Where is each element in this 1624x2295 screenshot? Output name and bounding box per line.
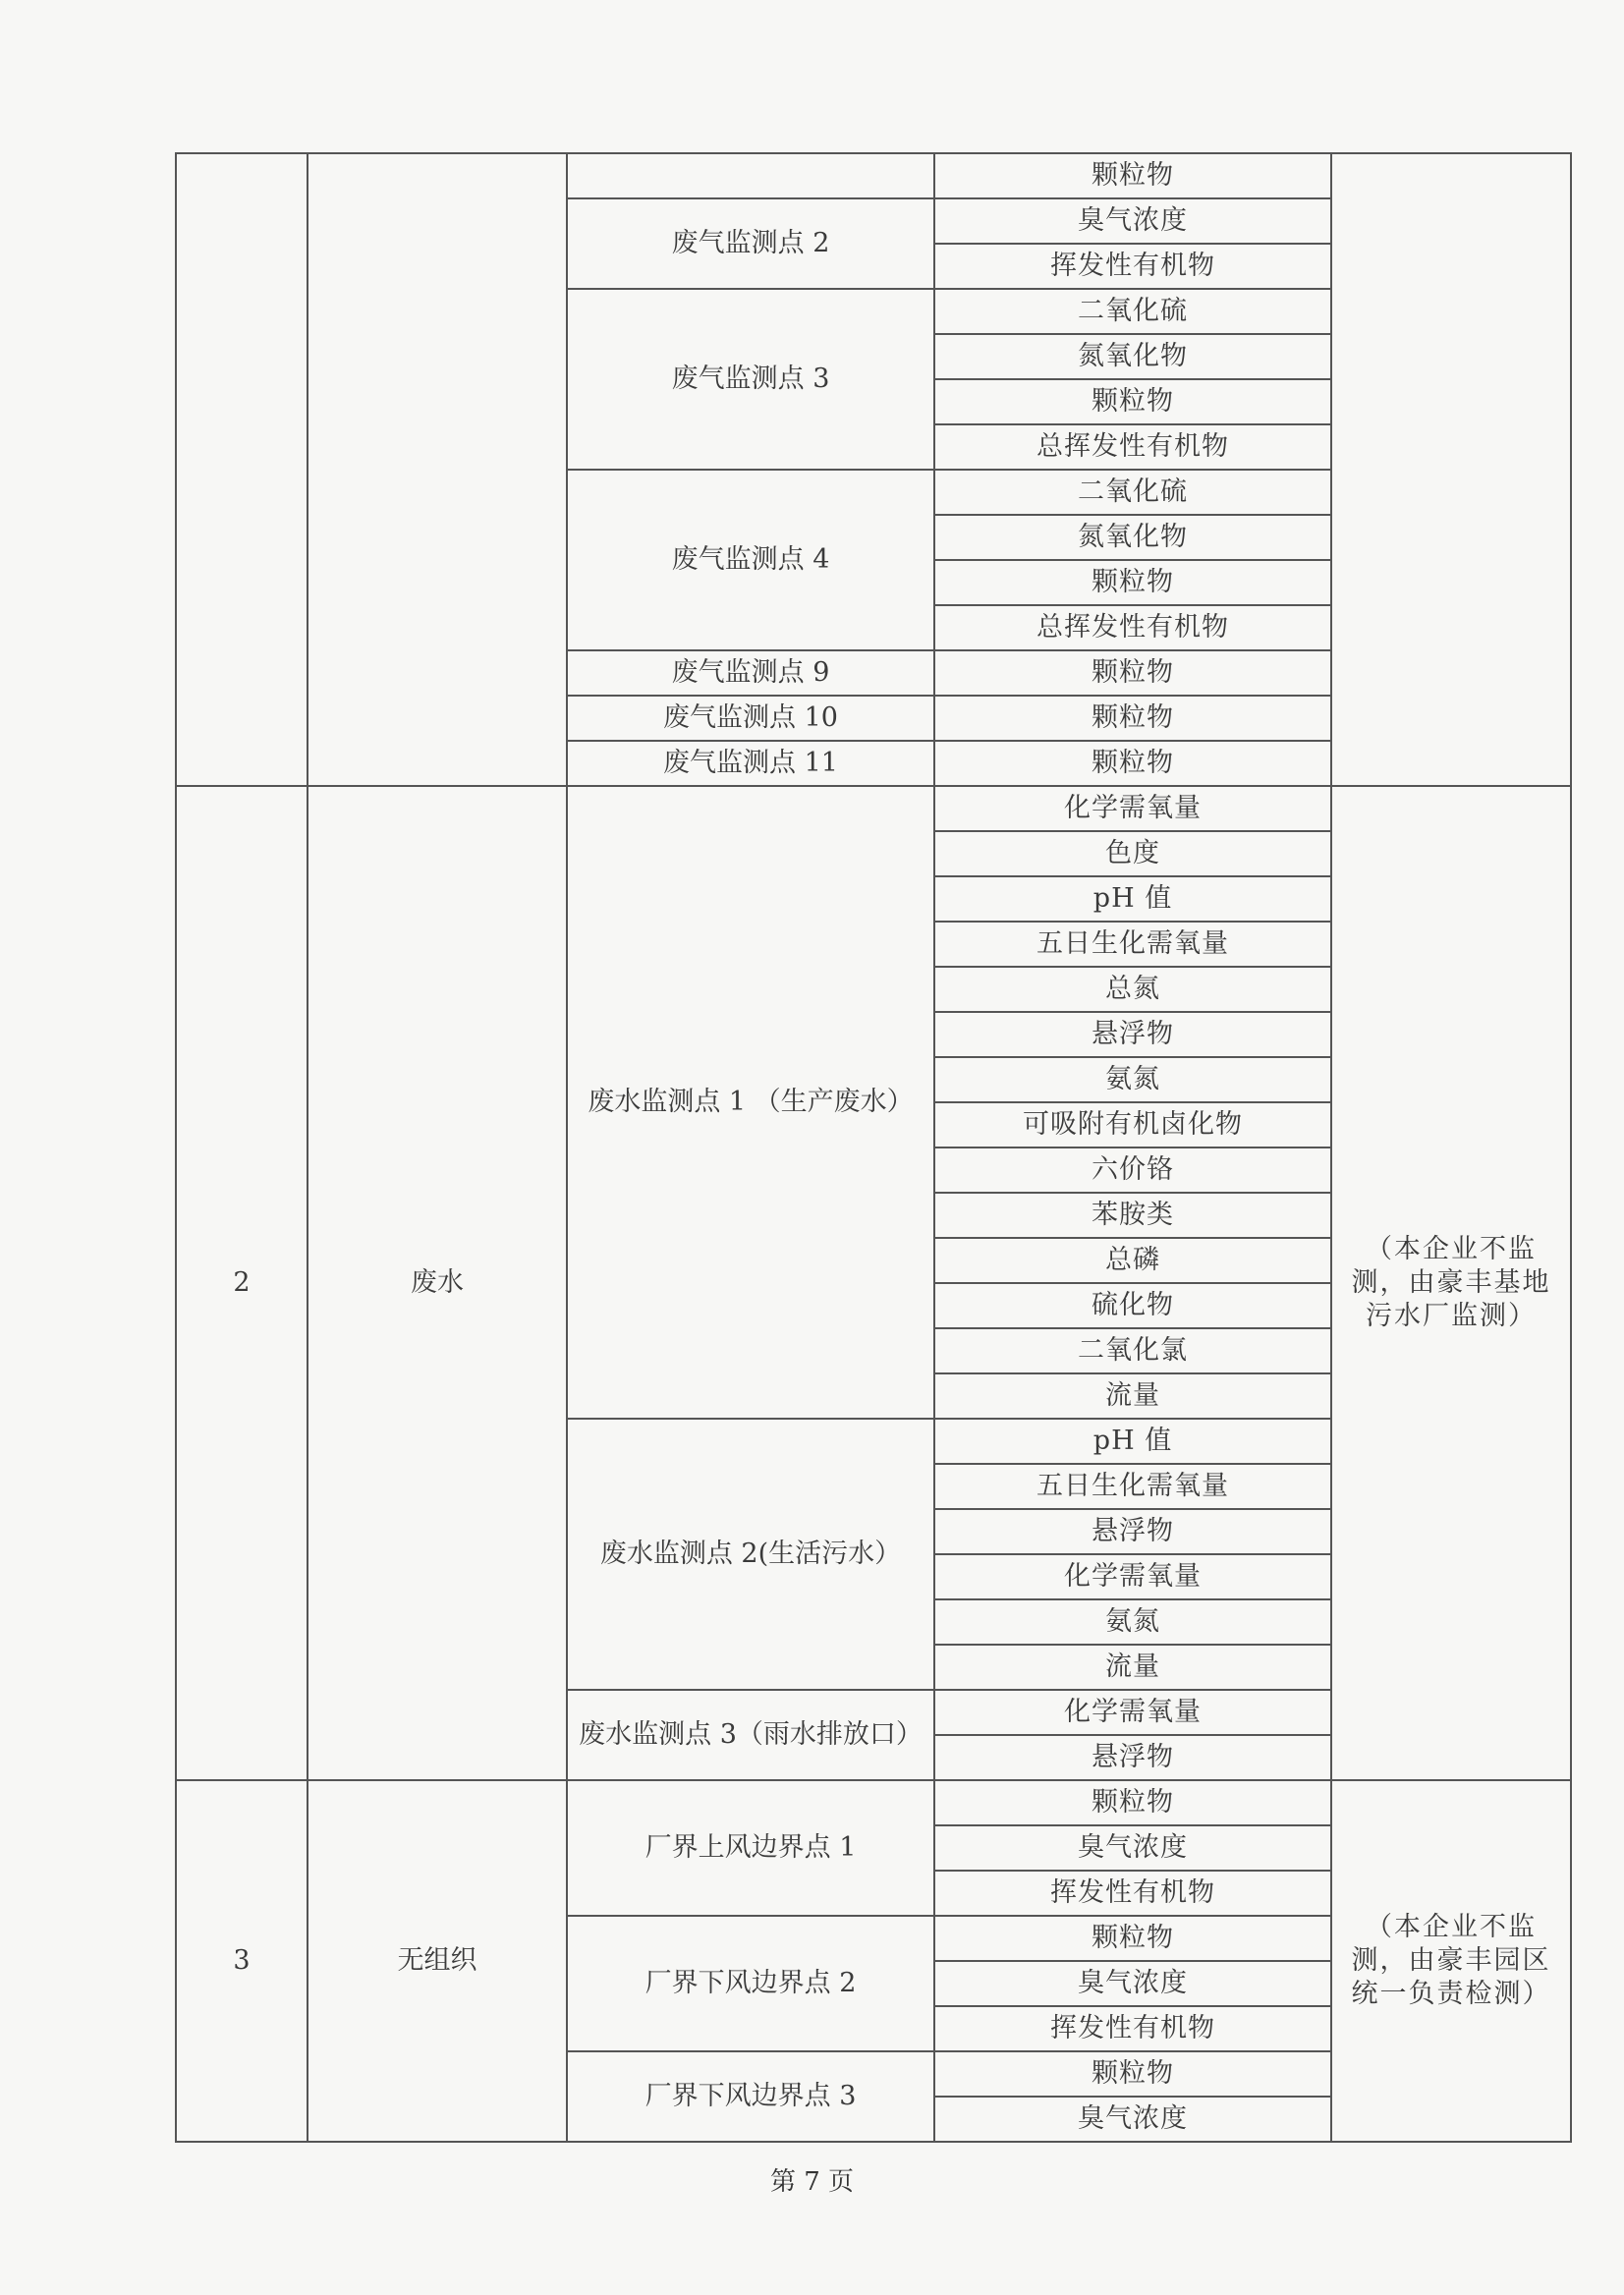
monitoring-point-cell: 废气监测点 3 <box>567 289 934 470</box>
monitoring-point-name: 厂界下风边界点 3 <box>567 2051 934 2142</box>
monitoring-item: 化学需氧量 <box>934 1554 1331 1599</box>
monitoring-item: 臭气浓度 <box>934 1961 1331 2006</box>
section-number: 2 <box>176 786 308 1780</box>
table-row <box>176 153 1571 198</box>
monitoring-item-cell: 颗粒物 <box>934 560 1331 605</box>
monitoring-point-cell: 废气监测点 4 <box>567 470 934 650</box>
monitoring-item: 臭气浓度 <box>934 2097 1331 2142</box>
monitoring-point-name: 厂界上风边界点 1 <box>567 1780 934 1916</box>
monitoring-point-name: 废水监测点 3（雨水排放口） <box>567 1690 934 1780</box>
monitoring-note: （本企业不监测，由豪丰基地污水厂监测） <box>1331 786 1571 1780</box>
monitoring-item-cell: 颗粒物 <box>934 650 1331 696</box>
monitoring-note: （本企业不监测，由豪丰园区统一负责检测） <box>1331 1780 1571 2142</box>
monitoring-point-cell: 废气监测点 2 <box>567 198 934 289</box>
monitoring-item: 总磷 <box>934 1238 1331 1283</box>
page-number: 第 7 页 <box>769 2167 855 2197</box>
monitoring-table <box>175 152 1572 2143</box>
monitoring-item-cell: 二氧化硫 <box>934 289 1331 334</box>
monitoring-item: 颗粒物 <box>934 1780 1331 1825</box>
monitoring-item-cell: 总挥发性有机物 <box>934 424 1331 470</box>
pollutant-type-cell <box>308 153 567 786</box>
monitoring-point-name: 厂界下风边界点 2 <box>567 1916 934 2051</box>
monitoring-item-cell: 颗粒物 <box>934 153 1331 198</box>
monitoring-item: 氨氮 <box>934 1057 1331 1102</box>
monitoring-item: 总氮 <box>934 967 1331 1012</box>
monitoring-item: 流量 <box>934 1373 1331 1419</box>
monitoring-point-cell: 废气监测点 11 <box>567 741 934 786</box>
pollutant-type: 废水 <box>308 786 567 1780</box>
monitoring-item-cell: 臭气浓度 <box>934 198 1331 244</box>
monitoring-item-cell: 氮氧化物 <box>934 515 1331 560</box>
monitoring-point-cell <box>567 153 934 198</box>
section-number: 3 <box>176 1780 308 2142</box>
monitoring-item: 颗粒物 <box>934 1916 1331 1961</box>
monitoring-item: 硫化物 <box>934 1283 1331 1328</box>
monitoring-item-cell: 氮氧化物 <box>934 334 1331 379</box>
monitoring-item: pH 值 <box>934 1419 1331 1464</box>
monitoring-table-body <box>176 153 1571 2142</box>
monitoring-item-cell: 颗粒物 <box>934 379 1331 424</box>
monitoring-item: 二氧化氯 <box>934 1328 1331 1373</box>
monitoring-item-cell: 颗粒物 <box>934 696 1331 741</box>
section-number-cell <box>176 153 308 786</box>
monitoring-item: 悬浮物 <box>934 1735 1331 1780</box>
monitoring-item: 五日生化需氧量 <box>934 922 1331 967</box>
monitoring-item-cell: 颗粒物 <box>934 741 1331 786</box>
monitoring-point-name: 废水监测点 1 （生产废水） <box>567 786 934 1419</box>
monitoring-point-cell: 废气监测点 9 <box>567 650 934 696</box>
monitoring-item-cell: 总挥发性有机物 <box>934 605 1331 650</box>
monitoring-item: 化学需氧量 <box>934 786 1331 831</box>
monitoring-item: 挥发性有机物 <box>934 1871 1331 1916</box>
monitoring-item-cell: 挥发性有机物 <box>934 244 1331 289</box>
monitoring-item: 悬浮物 <box>934 1509 1331 1554</box>
pollutant-type: 无组织 <box>308 1780 567 2142</box>
monitoring-item: 臭气浓度 <box>934 1825 1331 1871</box>
monitoring-item: 挥发性有机物 <box>934 2006 1331 2051</box>
monitoring-item: 颗粒物 <box>934 2051 1331 2097</box>
monitoring-item: 苯胺类 <box>934 1193 1331 1238</box>
monitoring-point-cell: 废气监测点 10 <box>567 696 934 741</box>
monitoring-item: 流量 <box>934 1645 1331 1690</box>
monitoring-item-cell: 二氧化硫 <box>934 470 1331 515</box>
monitoring-item: 悬浮物 <box>934 1012 1331 1057</box>
monitoring-item: 化学需氧量 <box>934 1690 1331 1735</box>
table-row <box>176 1780 1571 1825</box>
table-row <box>176 786 1571 831</box>
monitoring-item: 色度 <box>934 831 1331 876</box>
note-cell <box>1331 153 1571 786</box>
monitoring-item: 可吸附有机卤化物 <box>934 1102 1331 1148</box>
monitoring-item: pH 值 <box>934 876 1331 922</box>
monitoring-item: 六价铬 <box>934 1148 1331 1193</box>
monitoring-point-name: 废水监测点 2(生活污水） <box>567 1419 934 1690</box>
monitoring-item: 氨氮 <box>934 1599 1331 1645</box>
monitoring-item: 五日生化需氧量 <box>934 1464 1331 1509</box>
